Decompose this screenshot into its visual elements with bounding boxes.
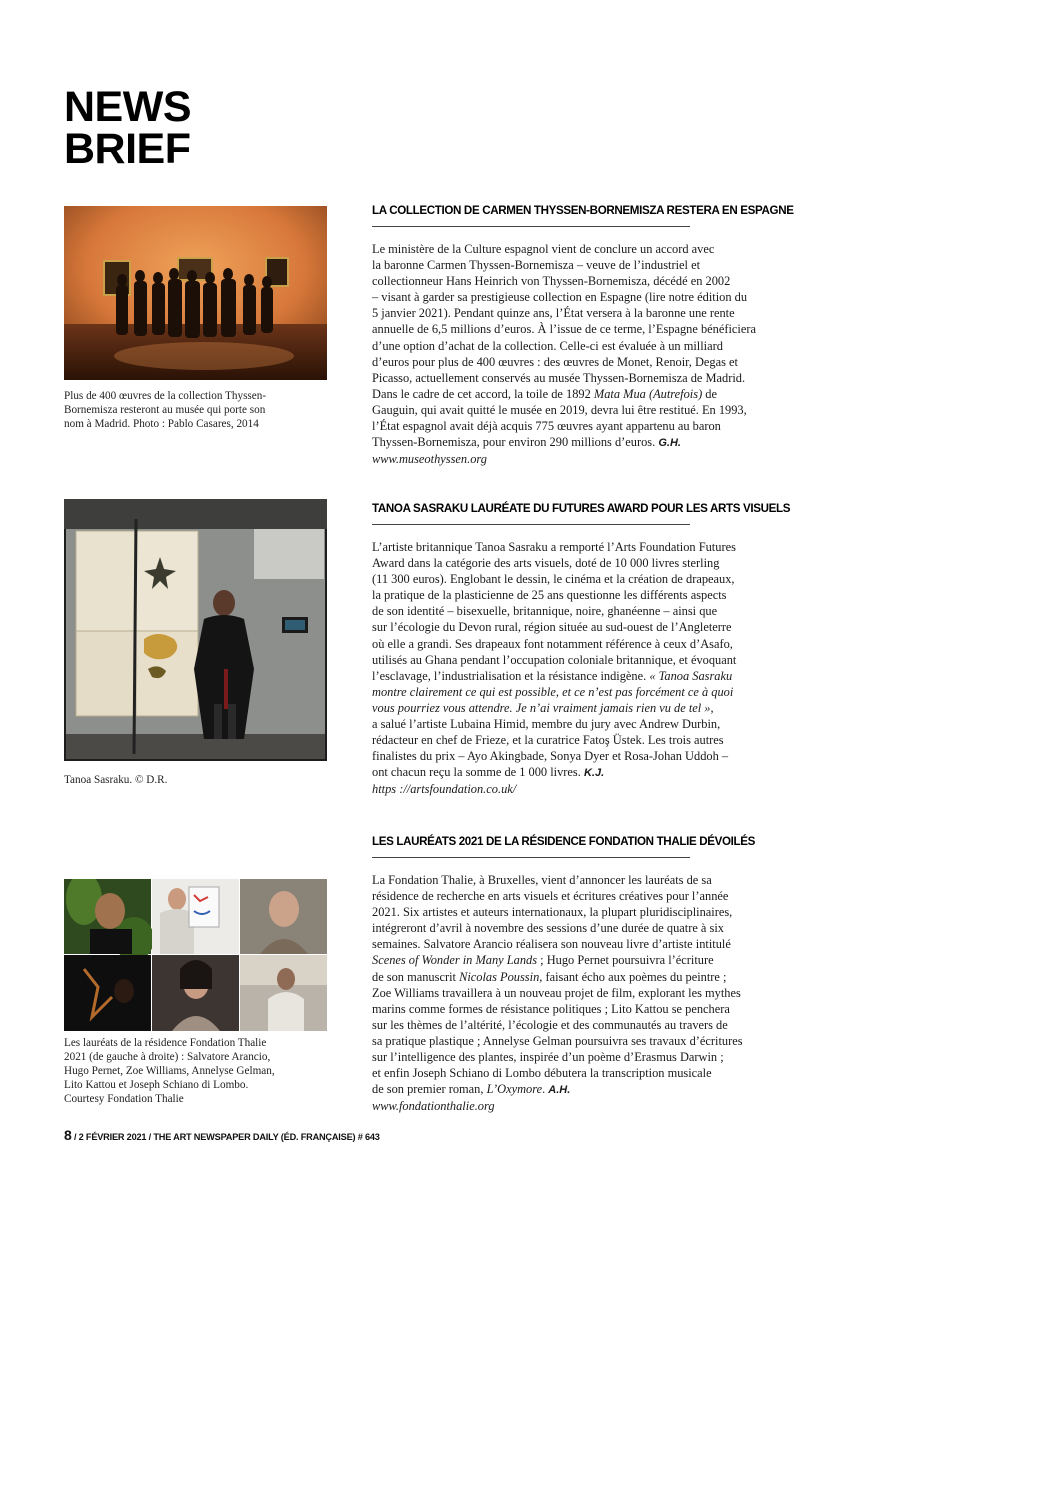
article-link[interactable]: https ://artsfoundation.co.uk/ bbox=[372, 782, 517, 797]
photo-caption-2: Tanoa Sasraku. © D.R. bbox=[64, 774, 168, 786]
article-sasraku bbox=[372, 502, 812, 798]
footer-publication: / 2 FÉVRIER 2021 / THE ART NEWSPAPER DAILY (ÉD. FRANÇAISE) # 643 bbox=[71, 1132, 380, 1142]
headline-rule bbox=[372, 857, 690, 858]
author-initials: A.H. bbox=[548, 1084, 571, 1097]
headline-rule bbox=[372, 226, 690, 227]
laureates-photo-grid bbox=[64, 879, 327, 1031]
quote: « Tanoa Sasraku bbox=[649, 668, 733, 683]
article-headline: LA COLLECTION DE CARMEN THYSSEN-BORNEMISZA RESTERA EN ESPAGNE bbox=[372, 204, 794, 217]
artwork-title: Mata Mua (Autrefois) bbox=[593, 386, 703, 401]
article-thalie bbox=[372, 835, 812, 1114]
author-initials: G.H. bbox=[658, 437, 681, 450]
artist-portrait-photo bbox=[64, 499, 327, 761]
novel-title: L’Oxymore bbox=[486, 1082, 543, 1097]
article-body: Le ministère de la Culture espagnol vient de conclure un accord avec la baronne Carmen Thyssen-Bornemisza – veuve de l’industriel et collectionneur Hans Heinrich von Thyssen-Bornemisza, décédé en 2002 – visant à garder sa prestigieuse collection en Espagne (lire notre édition du 5 janvier 2021). Pendant quinze ans, l’État versera à la baronne une rente annuelle de 6,5 millions d’euros. À l’issue de ce terme, l’Espagne bénéficiera d’une option d’achat de la collection. Celle-ci est évaluée à un milliard d’euros pour plus de 400 œuvres : des œuvres de Monet, Renoir, Degas et Picasso, actuellement conservés au musée Thyssen-Bornemisza de Madrid. Dans le cadre de cet accord, la toile de 1892 Mata Mua (Autrefois) de Gauguin, qui avait quitté le musée en 2019, devra lui être restitué. En 1993, l’État espagnol avait déjà acquis 775 œuvres ayant appartenu au baron Thyssen-Bornemisza, pour environ 290 millions d’euros. G.H. www.museothyssen.org bbox=[372, 241, 812, 467]
photo-caption-1: Plus de 400 œuvres de la collection Thyssen- Bornemisza resteront au musée qui porte son nom à Madrid. Photo : Pablo Casares, 2014 bbox=[64, 390, 267, 430]
masthead-line-2: BRIEF bbox=[64, 125, 191, 173]
author-initials: K.J. bbox=[583, 767, 605, 780]
article-thyssen bbox=[372, 204, 812, 467]
masthead bbox=[64, 83, 191, 173]
article-link[interactable]: www.museothyssen.org bbox=[372, 452, 487, 467]
photo-caption-3: Les lauréats de la résidence Fondation Thalie 2021 (de gauche à droite) : Salvatore Arancio, Hugo Pernet, Zoe Williams, Annelyse Gelman, Lito Kattou et Joseph Schiano di Lombo. Courtesy Fondation Thalie bbox=[64, 1037, 275, 1105]
article-body: La Fondation Thalie, à Bruxelles, vient d’annoncer les lauréats de sa résidence de recherche en arts visuels et écritures créatives pour l’année 2021. Six artistes et auteurs internationaux, la plupart pluridisciplinaires, intégreront d’avril à novembre des sessions d’une durée de quatre à six semaines. Salvatore Arancio réalisera son nouveau livre d’artiste intitulé Scenes of Wonder in Many Lands ; Hugo Pernet poursuivra l’écriture de son manuscrit Nicolas Poussin, faisant écho aux poèmes du peintre ; Zoe Williams travaillera à un nouveau projet de film, explorant les mythes marins comme formes de résistance politiques ; Lito Kattou se penchera sur les thèmes de l’altérité, l’écologie et des communautés au travers de sa pratique plastique ; Annelyse Gelman poursuivra ses travaux d’écritures sur l’intelligence des plantes, inspirée d’un poème d’Erasmus Darwin ; et enfin Joseph Schiano di Lombo débutera la transcription musicale de son premier roman, L’Oxymore. A.H. www.fondationthalie.org bbox=[372, 872, 812, 1114]
article-headline: LES LAURÉATS 2021 DE LA RÉSIDENCE FONDATION THALIE DÉVOILÉS bbox=[372, 835, 756, 848]
book-title: Scenes of Wonder in Many Lands bbox=[372, 953, 538, 968]
headline-rule bbox=[372, 524, 690, 525]
masthead-line-1: NEWS bbox=[64, 83, 191, 131]
page-number: 8 bbox=[64, 1127, 72, 1143]
article-body: L’artiste britannique Tanoa Sasraku a remporté l’Arts Foundation Futures Award dans la catégorie des arts visuels, doté de 10 000 livres sterling (11 300 euros). Englobant le dessin, le cinéma et la création de drapeaux, la pratique de la plasticienne de 25 ans questionne les différents aspects de son identité – bisexuelle, britannique, noire, ghanéenne – ainsi que sur l’écologie du Devon rural, région située au sud-ouest de l’Angleterre où elle a grandi. Ses drapeaux font notamment référence à ceux d’Asafo, utilisés au Ghana pendant l’occupation coloniale britannique, et évoquant l’esclavage, l’industrialisation et la résistance indigène. « Tanoa Sasraku montre clairement ce qui est possible, et ce n’est pas forcément ce à quoi vous pourriez vous attendre. Je n’ai vraiment jamais rien vu de tel », a salué l’artiste Lubaina Himid, membre du jury avec Andrew Durbin, rédacteur en chef de Frieze, et la curatrice Fatoş Üstek. Les trois autres finalistes du prix – Ayo Akingbade, Sonya Dyer et Rosa-Johan Uddoh – ont chacun reçu la somme de 1 000 livres. K.J. https ://artsfoundation.co.uk/ bbox=[372, 539, 812, 798]
article-headline: TANOA SASRAKU LAURÉATE DU FUTURES AWARD POUR LES ARTS VISUELS bbox=[372, 502, 791, 515]
article-link[interactable]: www.fondationthalie.org bbox=[372, 1099, 495, 1114]
manuscript-title: Nicolas Poussin bbox=[459, 969, 540, 984]
museum-gallery-photo bbox=[64, 206, 327, 380]
page-footer bbox=[64, 1127, 380, 1143]
